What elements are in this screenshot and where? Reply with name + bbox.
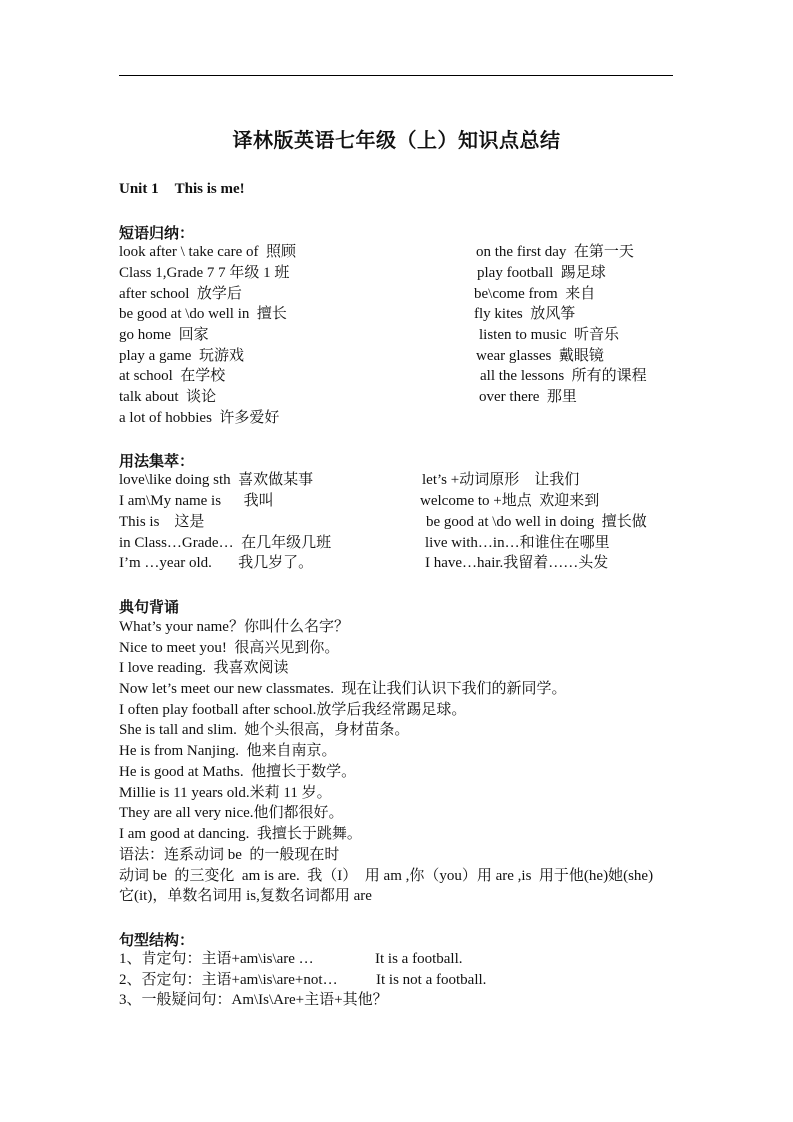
grammar-heading: 语法：连系动词 be 的一般现在时 [119, 847, 340, 863]
sentence-item: What’s your name？你叫什么名字？ [119, 619, 349, 635]
unit-number: Unit 1 [119, 181, 159, 197]
phrase-item: be good at \do well in 擅长 [119, 306, 287, 322]
phrase-item: over there 那里 [479, 389, 577, 405]
document-title: 译林版英语七年级（上）知识点总结 [232, 128, 561, 152]
phrase-item: at school 在学校 [119, 368, 226, 384]
grammar-note: 它(it)，单数名词用 is,复数名词都用 are [119, 888, 372, 904]
sentence-item: I love reading. 我喜欢阅读 [119, 660, 289, 676]
phrase-item: after school 放学后 [119, 286, 242, 302]
phrase-item: all the lessons 所有的课程 [480, 368, 647, 384]
phrase-item: play a game 玩游戏 [119, 348, 244, 364]
phrase-item: Class 1,Grade 7 7 年级 1 班 [119, 265, 290, 281]
grammar-note: 动词 be 的三变化 am is are. 我（I） 用 am ,你（you）用 are ,is 用于他(he)她(she) [119, 868, 654, 884]
unit-heading [119, 181, 245, 198]
usage-item: let’s +动词原形 让我们 [422, 472, 580, 488]
phrase-item: go home 回家 [119, 327, 209, 343]
phrase-item: look after \ take care of 照顾 [119, 244, 297, 260]
sentence-item: He is from Nanjing. 他来自南京。 [119, 743, 337, 759]
usage-item: in Class…Grade… 在几年级几班 [119, 535, 332, 551]
usage-item: be good at \do well in doing 擅长做 [426, 514, 647, 530]
structure-label: 3、一般疑问句：Am\Is\Are+主语+其他？ [119, 992, 388, 1008]
sentence-item: They are all very nice.他们都很好。 [119, 805, 344, 821]
sentence-item: I often play football after school.放学后我经常踢足球。 [119, 702, 467, 718]
phrase-item: be\come from 来自 [474, 286, 596, 302]
phrase-item: a lot of hobbies 许多爱好 [119, 410, 280, 426]
structure-example: It is not a football. [376, 972, 487, 988]
sentence-item: Nice to meet you! 很高兴见到你。 [119, 640, 340, 656]
usage-heading: 用法集萃： [119, 452, 195, 470]
sentences-heading: 典句背诵 [119, 598, 180, 616]
structures-heading: 句型结构： [119, 931, 195, 949]
sentence-item: I am good at dancing. 我擅长于跳舞。 [119, 826, 362, 842]
usage-item: love\like doing sth 喜欢做某事 [119, 472, 314, 488]
sentence-item: She is tall and slim. 她个头很高，身材苗条。 [119, 722, 410, 738]
structure-label: 1、肯定句：主语+am\is\are … [119, 951, 314, 967]
phrase-item: fly kites 放风筝 [474, 306, 576, 322]
sentence-item: He is good at Maths. 他擅长于数学。 [119, 764, 357, 780]
phrase-item: play football 踢足球 [477, 265, 606, 281]
sentence-item: Millie is 11 years old.米莉 11 岁。 [119, 785, 332, 801]
phrase-item: wear glasses 戴眼镜 [476, 348, 604, 364]
usage-item: I am\My name is 我叫 [119, 493, 274, 509]
usage-item: I have…hair.我留着……头发 [425, 555, 609, 571]
usage-item: live with…in…和谁住在哪里 [425, 535, 610, 551]
phrase-item: talk about 谈论 [119, 389, 217, 405]
usage-item: welcome to +地点 欢迎来到 [420, 493, 600, 509]
usage-item: I’m …year old. 我几岁了。 [119, 555, 314, 571]
phrase-item: on the first day 在第一天 [476, 244, 634, 260]
sentence-item: Now let’s meet our new classmates. 现在让我们认识下我们的新同学。 [119, 681, 567, 697]
phrases-heading: 短语归纳： [119, 224, 195, 242]
usage-item: This is 这是 [119, 514, 205, 530]
phrase-item: listen to music 听音乐 [479, 327, 619, 343]
header-rule [119, 75, 673, 76]
structure-example: It is a football. [375, 951, 463, 967]
unit-name: This is me! [174, 181, 245, 197]
structure-label: 2、否定句：主语+am\is\are+not… [119, 972, 338, 988]
